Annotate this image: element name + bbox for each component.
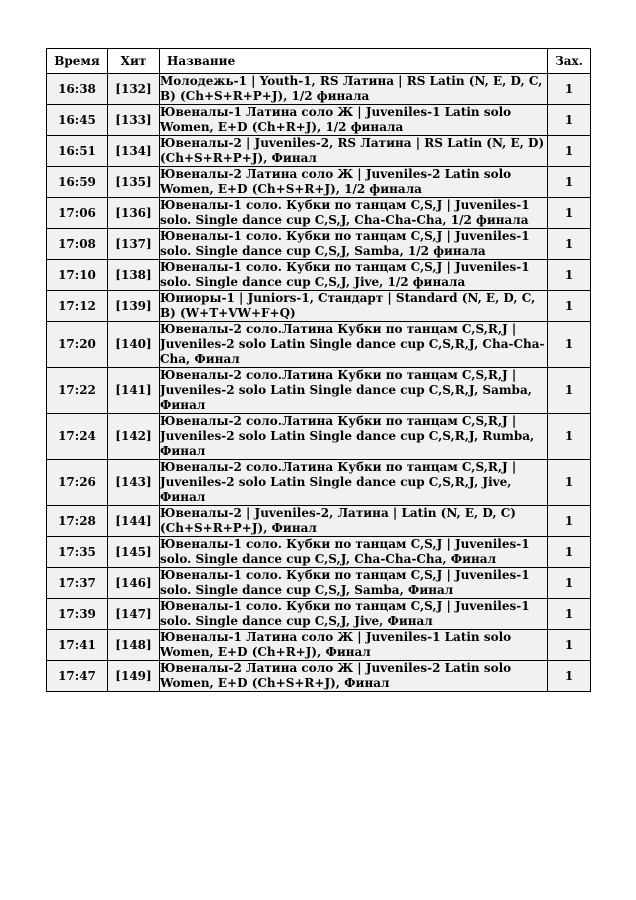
schedule-page [46, 48, 590, 692]
table-row [47, 537, 591, 568]
row-time: 16:51 [47, 136, 108, 167]
row-time: 17:26 [47, 460, 108, 506]
row-heat: [146] [108, 568, 160, 599]
row-name: Ювеналы-1 соло. Кубки по танцам C,S,J | Juveniles-1 solo. Single dance cup C,S,J, Samba, 1/2 финала [160, 229, 548, 260]
row-name: Ювеналы-2 соло.Латина Кубки по танцам C,S,R,J | Juveniles-2 solo Latin Single dance cup C,S,R,J, Jive, Финал [160, 460, 548, 506]
row-name: Ювеналы-2 Латина соло Ж | Juveniles-2 Latin solo Women, E+D (Ch+S+R+J), 1/2 финала [160, 167, 548, 198]
row-name: Ювеналы-1 соло. Кубки по танцам C,S,J | Juveniles-1 solo. Single dance cup C,S,J, Jive, 1/2 финала [160, 260, 548, 291]
row-name: Ювеналы-1 Латина соло Ж | Juveniles-1 Latin solo Women, E+D (Ch+R+J), 1/2 финала [160, 105, 548, 136]
row-time: 17:41 [47, 630, 108, 661]
row-time: 16:45 [47, 105, 108, 136]
row-heat: [135] [108, 167, 160, 198]
table-body [47, 74, 591, 692]
row-count: 1 [548, 291, 591, 322]
row-count: 1 [548, 537, 591, 568]
row-heat: [145] [108, 537, 160, 568]
table-header-row [47, 49, 591, 74]
row-heat: [141] [108, 368, 160, 414]
table-row [47, 568, 591, 599]
row-count: 1 [548, 229, 591, 260]
row-time: 17:20 [47, 322, 108, 368]
row-name: Ювеналы-2 Латина соло Ж | Juveniles-2 Latin solo Women, E+D (Ch+S+R+J), Финал [160, 661, 548, 692]
row-heat: [136] [108, 198, 160, 229]
row-name: Ювеналы-2 соло.Латина Кубки по танцам C,S,R,J | Juveniles-2 solo Latin Single dance cup C,S,R,J, Samba, Финал [160, 368, 548, 414]
header-time: Время [47, 49, 108, 74]
row-heat: [148] [108, 630, 160, 661]
table-row [47, 460, 591, 506]
row-count: 1 [548, 260, 591, 291]
row-count: 1 [548, 414, 591, 460]
table-row [47, 229, 591, 260]
header-name: Название [160, 49, 548, 74]
row-time: 16:59 [47, 167, 108, 198]
row-count: 1 [548, 322, 591, 368]
table-row [47, 599, 591, 630]
row-heat: [143] [108, 460, 160, 506]
row-time: 17:06 [47, 198, 108, 229]
row-time: 17:39 [47, 599, 108, 630]
table-row [47, 368, 591, 414]
row-time: 17:24 [47, 414, 108, 460]
row-name: Ювеналы-2 соло.Латина Кубки по танцам C,S,R,J | Juveniles-2 solo Latin Single dance cup C,S,R,J, Rumba, Финал [160, 414, 548, 460]
table-row [47, 291, 591, 322]
header-heat: Хит [108, 49, 160, 74]
row-count: 1 [548, 74, 591, 105]
row-name: Ювеналы-1 Латина соло Ж | Juveniles-1 Latin solo Women, E+D (Ch+R+J), Финал [160, 630, 548, 661]
row-heat: [144] [108, 506, 160, 537]
row-count: 1 [548, 460, 591, 506]
row-count: 1 [548, 599, 591, 630]
row-count: 1 [548, 136, 591, 167]
row-count: 1 [548, 105, 591, 136]
table-row [47, 661, 591, 692]
row-count: 1 [548, 630, 591, 661]
row-time: 17:47 [47, 661, 108, 692]
table-row [47, 414, 591, 460]
row-name: Ювеналы-1 соло. Кубки по танцам C,S,J | Juveniles-1 solo. Single dance cup C,S,J, Samba, Финал [160, 568, 548, 599]
row-time: 17:35 [47, 537, 108, 568]
row-heat: [132] [108, 74, 160, 105]
table-row [47, 105, 591, 136]
row-heat: [138] [108, 260, 160, 291]
row-time: 16:38 [47, 74, 108, 105]
table-row [47, 260, 591, 291]
table-row [47, 74, 591, 105]
row-count: 1 [548, 661, 591, 692]
table-row [47, 322, 591, 368]
row-name: Ювеналы-1 соло. Кубки по танцам C,S,J | Juveniles-1 solo. Single dance cup C,S,J, Cha-Cha-Cha, 1/2 финала [160, 198, 548, 229]
row-heat: [149] [108, 661, 160, 692]
row-heat: [140] [108, 322, 160, 368]
row-time: 17:22 [47, 368, 108, 414]
row-name: Ювеналы-1 соло. Кубки по танцам C,S,J | Juveniles-1 solo. Single dance cup C,S,J, Jive, Финал [160, 599, 548, 630]
row-count: 1 [548, 198, 591, 229]
table-row [47, 506, 591, 537]
row-name: Юниоры-1 | Juniors-1, Стандарт | Standard (N, E, D, C, B) (W+T+VW+F+Q) [160, 291, 548, 322]
header-count: Зах. [548, 49, 591, 74]
row-time: 17:12 [47, 291, 108, 322]
row-time: 17:08 [47, 229, 108, 260]
row-heat: [139] [108, 291, 160, 322]
row-time: 17:10 [47, 260, 108, 291]
row-count: 1 [548, 568, 591, 599]
row-count: 1 [548, 506, 591, 537]
table-row [47, 136, 591, 167]
row-name: Ювеналы-2 | Juveniles-2, Латина | Latin (N, E, D, C) (Ch+S+R+P+J), Финал [160, 506, 548, 537]
table-row [47, 198, 591, 229]
row-time: 17:28 [47, 506, 108, 537]
table-row [47, 630, 591, 661]
row-heat: [142] [108, 414, 160, 460]
row-count: 1 [548, 167, 591, 198]
row-time: 17:37 [47, 568, 108, 599]
row-name: Молодежь-1 | Youth-1, RS Латина | RS Latin (N, E, D, C, B) (Ch+S+R+P+J), 1/2 финала [160, 74, 548, 105]
row-heat: [133] [108, 105, 160, 136]
row-heat: [134] [108, 136, 160, 167]
row-count: 1 [548, 368, 591, 414]
row-heat: [147] [108, 599, 160, 630]
row-name: Ювеналы-2 соло.Латина Кубки по танцам C,S,R,J | Juveniles-2 solo Latin Single dance cup C,S,R,J, Cha-Cha-Cha, Финал [160, 322, 548, 368]
table-row [47, 167, 591, 198]
row-name: Ювеналы-1 соло. Кубки по танцам C,S,J | Juveniles-1 solo. Single dance cup C,S,J, Cha-Cha-Cha, Финал [160, 537, 548, 568]
row-heat: [137] [108, 229, 160, 260]
schedule-table [46, 48, 591, 692]
row-name: Ювеналы-2 | Juveniles-2, RS Латина | RS Latin (N, E, D) (Ch+S+R+P+J), Финал [160, 136, 548, 167]
